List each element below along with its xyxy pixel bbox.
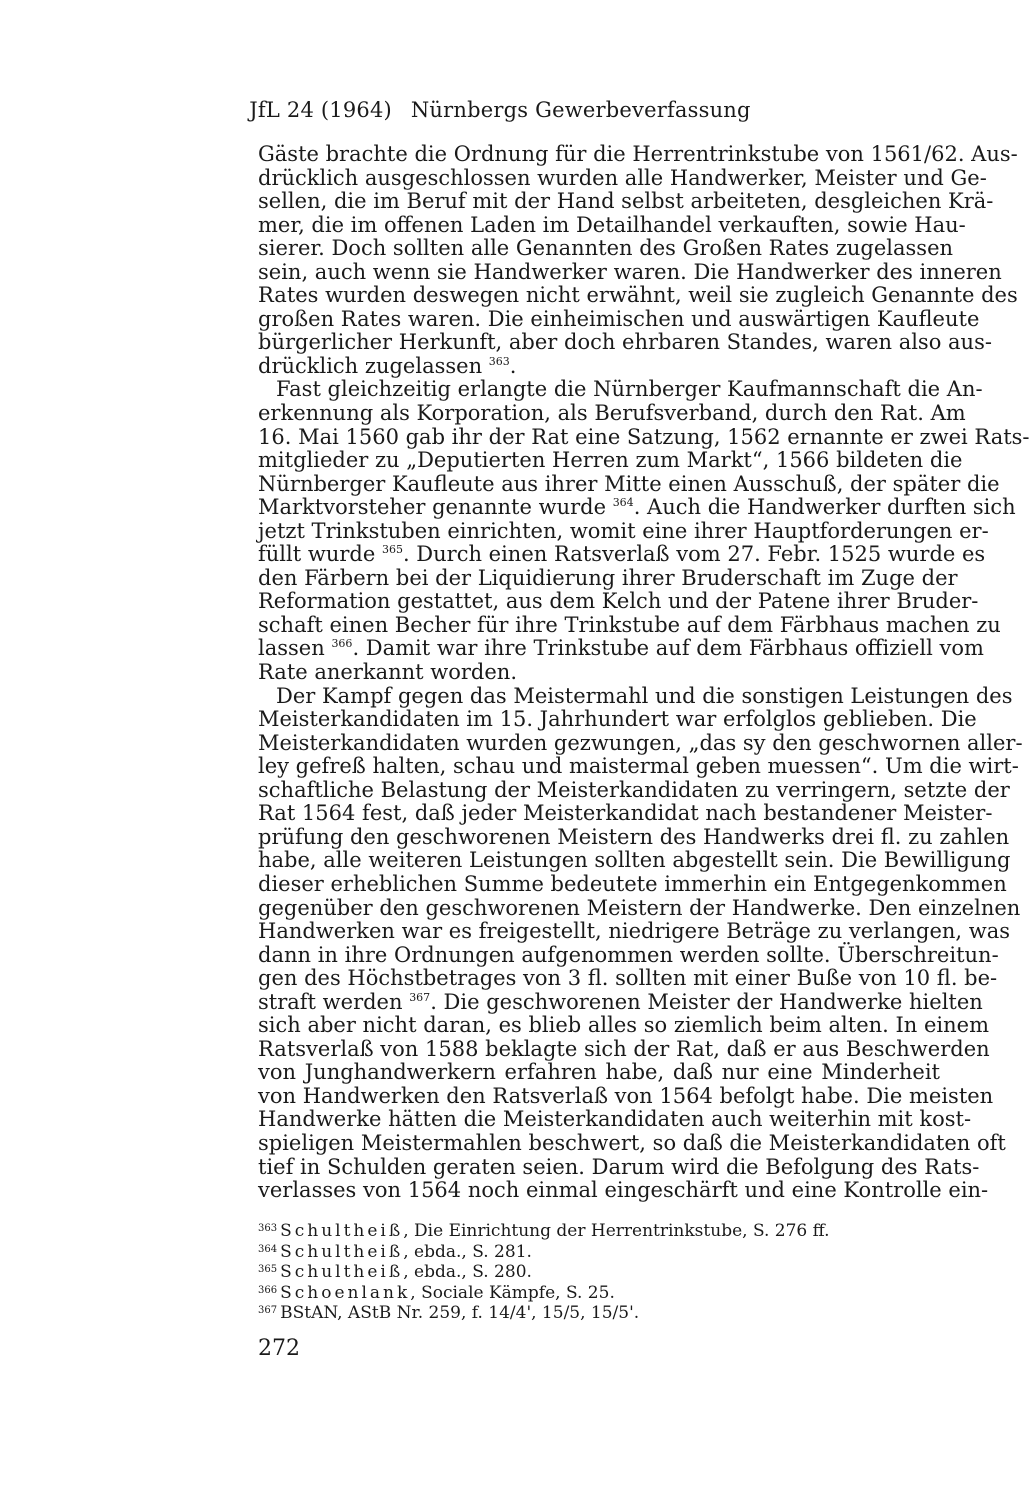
journal-citation: JfL 24 (1964): [249, 98, 392, 122]
footnotes: [258, 1220, 940, 1323]
footnote-text: , Sociale Kämpfe, S. 25.: [410, 1282, 615, 1303]
text-line: mitglieder zu „Deputierten Herren zum Markt“, 1566 bildeten die: [258, 448, 963, 473]
footnote-number: 364: [258, 1243, 278, 1255]
text-line: Meisterkandidaten wurden gezwungen, „das sy den geschwornen aller-: [258, 730, 1023, 755]
footnote-author: Schultheiß: [280, 1262, 404, 1282]
footnote-ref[interactable]: 366: [331, 637, 353, 651]
text-line: verlasses von 1564 noch einmal eingeschärft und eine Kontrolle ein-: [258, 1178, 989, 1203]
running-title: Nürnbergs Gewerbeverfassung: [410, 98, 751, 122]
text-line: Handwerken war es freigestellt, niedrigere Beträge zu verlangen, was: [258, 919, 1011, 944]
text-line: großen Rates waren. Die einheimischen und auswärtigen Kaufleute: [258, 306, 980, 331]
text-line: tief in Schulden geraten seien. Darum wird die Befolgung des Rats-: [258, 1154, 980, 1179]
footnote-author: Schultheiß: [280, 1241, 404, 1262]
footnote-number: 367: [258, 1305, 278, 1316]
text-line: Handwerke hätten die Meisterkandidaten auch weiterhin mit kost-: [258, 1107, 972, 1132]
paragraph-2: [258, 377, 1030, 685]
footnote-text: BStAN, AStB Nr. 259, f. 14/4', 15/5, 15/5'.: [280, 1303, 640, 1323]
text-line: gen des Höchstbetrages von 3 fl. sollten mit einer Buße von 10 fl. be-: [258, 966, 998, 991]
text-line: sierer. Doch sollten alle Genannten des Großen Rates zugelassen: [258, 236, 954, 261]
line-text: . Die geschworenen Meister der Handwerke hielten: [430, 989, 983, 1014]
text-line: schaftliche Belastung der Meisterkandidaten zu verringern, setzte der: [258, 777, 1010, 802]
text-line: spieligen Meistermahlen beschwert, so daß die Meisterkandidaten oft: [258, 1130, 1006, 1155]
text-line: sellen, die im Beruf mit der Hand selbst arbeiteten, desgleichen Krä-: [258, 189, 994, 214]
text-line: drücklich ausgeschlossen wurden alle Handwerker, Meister und Ge-: [258, 165, 987, 190]
text-line: Nürnberger Kaufleute aus ihrer Mitte einen Ausschuß, der später die: [258, 471, 1000, 496]
footnote-author: Schoenlank: [280, 1282, 411, 1303]
footnote: [258, 1220, 940, 1241]
footnote-ref[interactable]: 365: [381, 543, 403, 557]
text-line: Rat 1564 fest, daß jeder Meisterkandidat nach bestandener Meister-: [258, 801, 993, 826]
running-header: [0, 98, 1000, 122]
text-line: mer, die im offenen Laden im Detailhandel verkauften, sowie Hau-: [258, 212, 966, 237]
text-line: von Junghandwerkern erfahren habe, daß nur eine Minderheit: [258, 1060, 940, 1085]
text-line: habe, alle weiteren Leistungen sollten abgestellt sein. Die Bewilligung: [258, 848, 1011, 873]
text-line: dann in ihre Ordnungen aufgenommen werden sollte. Überschreitun-: [258, 942, 999, 967]
footnote-number: 365: [258, 1264, 278, 1275]
text-line: Rates wurden deswegen nicht erwähnt, weil sie zugleich Genannte des: [258, 283, 1018, 308]
text-line: sein, auch wenn sie Handwerker waren. Die Handwerker des inneren: [258, 259, 1002, 284]
line-text: .: [509, 353, 517, 378]
footnote: [258, 1282, 940, 1303]
text-line: prüfung den geschworenen Meistern des Handwerks drei fl. zu zahlen: [258, 824, 1010, 849]
line-text: lassen: [258, 636, 325, 661]
paragraph-1: [258, 142, 1018, 378]
text-line: [258, 355, 940, 379]
footnote-author: Schultheiß: [280, 1221, 404, 1241]
text-line: Der Kampf gegen das Meistermahl und die sonstigen Leistungen des: [276, 683, 1013, 708]
footnote-ref[interactable]: 364: [612, 496, 634, 510]
line-text: . Durch einen Ratsverlaß vom 27. Febr. 1525 wurde es: [402, 542, 986, 567]
text-line: Rate anerkannt worden.: [258, 660, 518, 685]
text-line: erkennung als Korporation, als Berufsverband, durch den Rat. Am: [258, 401, 966, 426]
line-text: . Damit war ihre Trinkstube auf dem Färbhaus offiziell vom: [352, 636, 984, 661]
text-line: von Handwerken den Ratsverlaß von 1564 befolgt habe. Die meisten: [258, 1083, 994, 1108]
footnote-number: 366: [258, 1284, 278, 1296]
text-line: [258, 989, 983, 1015]
text-line: ley gefreß halten, schau und maistermal geben muessen“. Um die wirt-: [258, 754, 1019, 779]
text-line: dieser erheblichen Summe bedeutete immerhin ein Entgegenkommen: [258, 871, 1007, 896]
text-line: schaft einen Becher für ihre Trinkstube auf dem Färbhaus machen zu: [258, 612, 1001, 637]
footnote-text: , ebda., S. 281.: [403, 1241, 532, 1262]
page-number: 272: [258, 1336, 300, 1361]
text-line: Ratsverlaß von 1588 beklagte sich der Rat, daß er aus Beschwerden: [258, 1036, 990, 1061]
text-line: bürgerlicher Herkunft, aber doch ehrbaren Standes, waren also aus-: [258, 330, 992, 355]
footnote-text: , ebda., S. 280.: [403, 1262, 532, 1282]
line-text: drücklich zugelassen: [258, 353, 483, 378]
text-line: Reformation gestattet, aus dem Kelch und der Patene ihrer Bruder-: [258, 589, 979, 614]
text-line: den Färbern bei der Liquidierung ihrer Bruderschaft im Zuge der: [258, 565, 958, 590]
line-text: straft werden: [258, 989, 403, 1014]
footnote-number: 363: [258, 1223, 278, 1234]
text-line: [258, 495, 1016, 520]
text-line: Gäste brachte die Ordnung für die Herrentrinkstube von 1561/62. Aus-: [258, 142, 1018, 166]
text-line: Meisterkandidaten im 15. Jahrhundert war erfolglos geblieben. Die: [258, 707, 977, 732]
footnote: [258, 1302, 940, 1323]
text-line: [258, 542, 986, 567]
footnote: [258, 1261, 940, 1282]
text-line: 16. Mai 1560 gab ihr der Rat eine Satzung, 1562 ernannte er zwei Rats-: [258, 424, 1030, 449]
text-line: gegenüber den geschworenen Meistern der Handwerke. Den einzelnen: [258, 895, 1021, 920]
line-text: Marktvorsteher genannte wurde: [258, 495, 606, 520]
paragraph-3: [258, 683, 1023, 1203]
footnote-ref[interactable]: 367: [409, 990, 431, 1004]
line-text: füllt wurde: [258, 542, 376, 567]
text-line: [258, 636, 984, 661]
text-line: Fast gleichzeitig erlangte die Nürnberger Kaufmannschaft die An-: [276, 377, 983, 402]
footnote: [258, 1241, 940, 1262]
line-text: . Auch die Handwerker durften sich: [633, 495, 1016, 520]
text-line: jetzt Trinkstuben einrichten, womit eine ihrer Hauptforderungen er-: [258, 518, 989, 543]
text-line: sich aber nicht daran, es blieb alles so ziemlich beim alten. In einem: [258, 1013, 990, 1038]
footnote-ref[interactable]: 363: [488, 354, 510, 368]
body-text: [258, 142, 1030, 1203]
footnote-text: , Die Einrichtung der Herrentrinkstube, S. 276 ff.: [403, 1221, 830, 1241]
